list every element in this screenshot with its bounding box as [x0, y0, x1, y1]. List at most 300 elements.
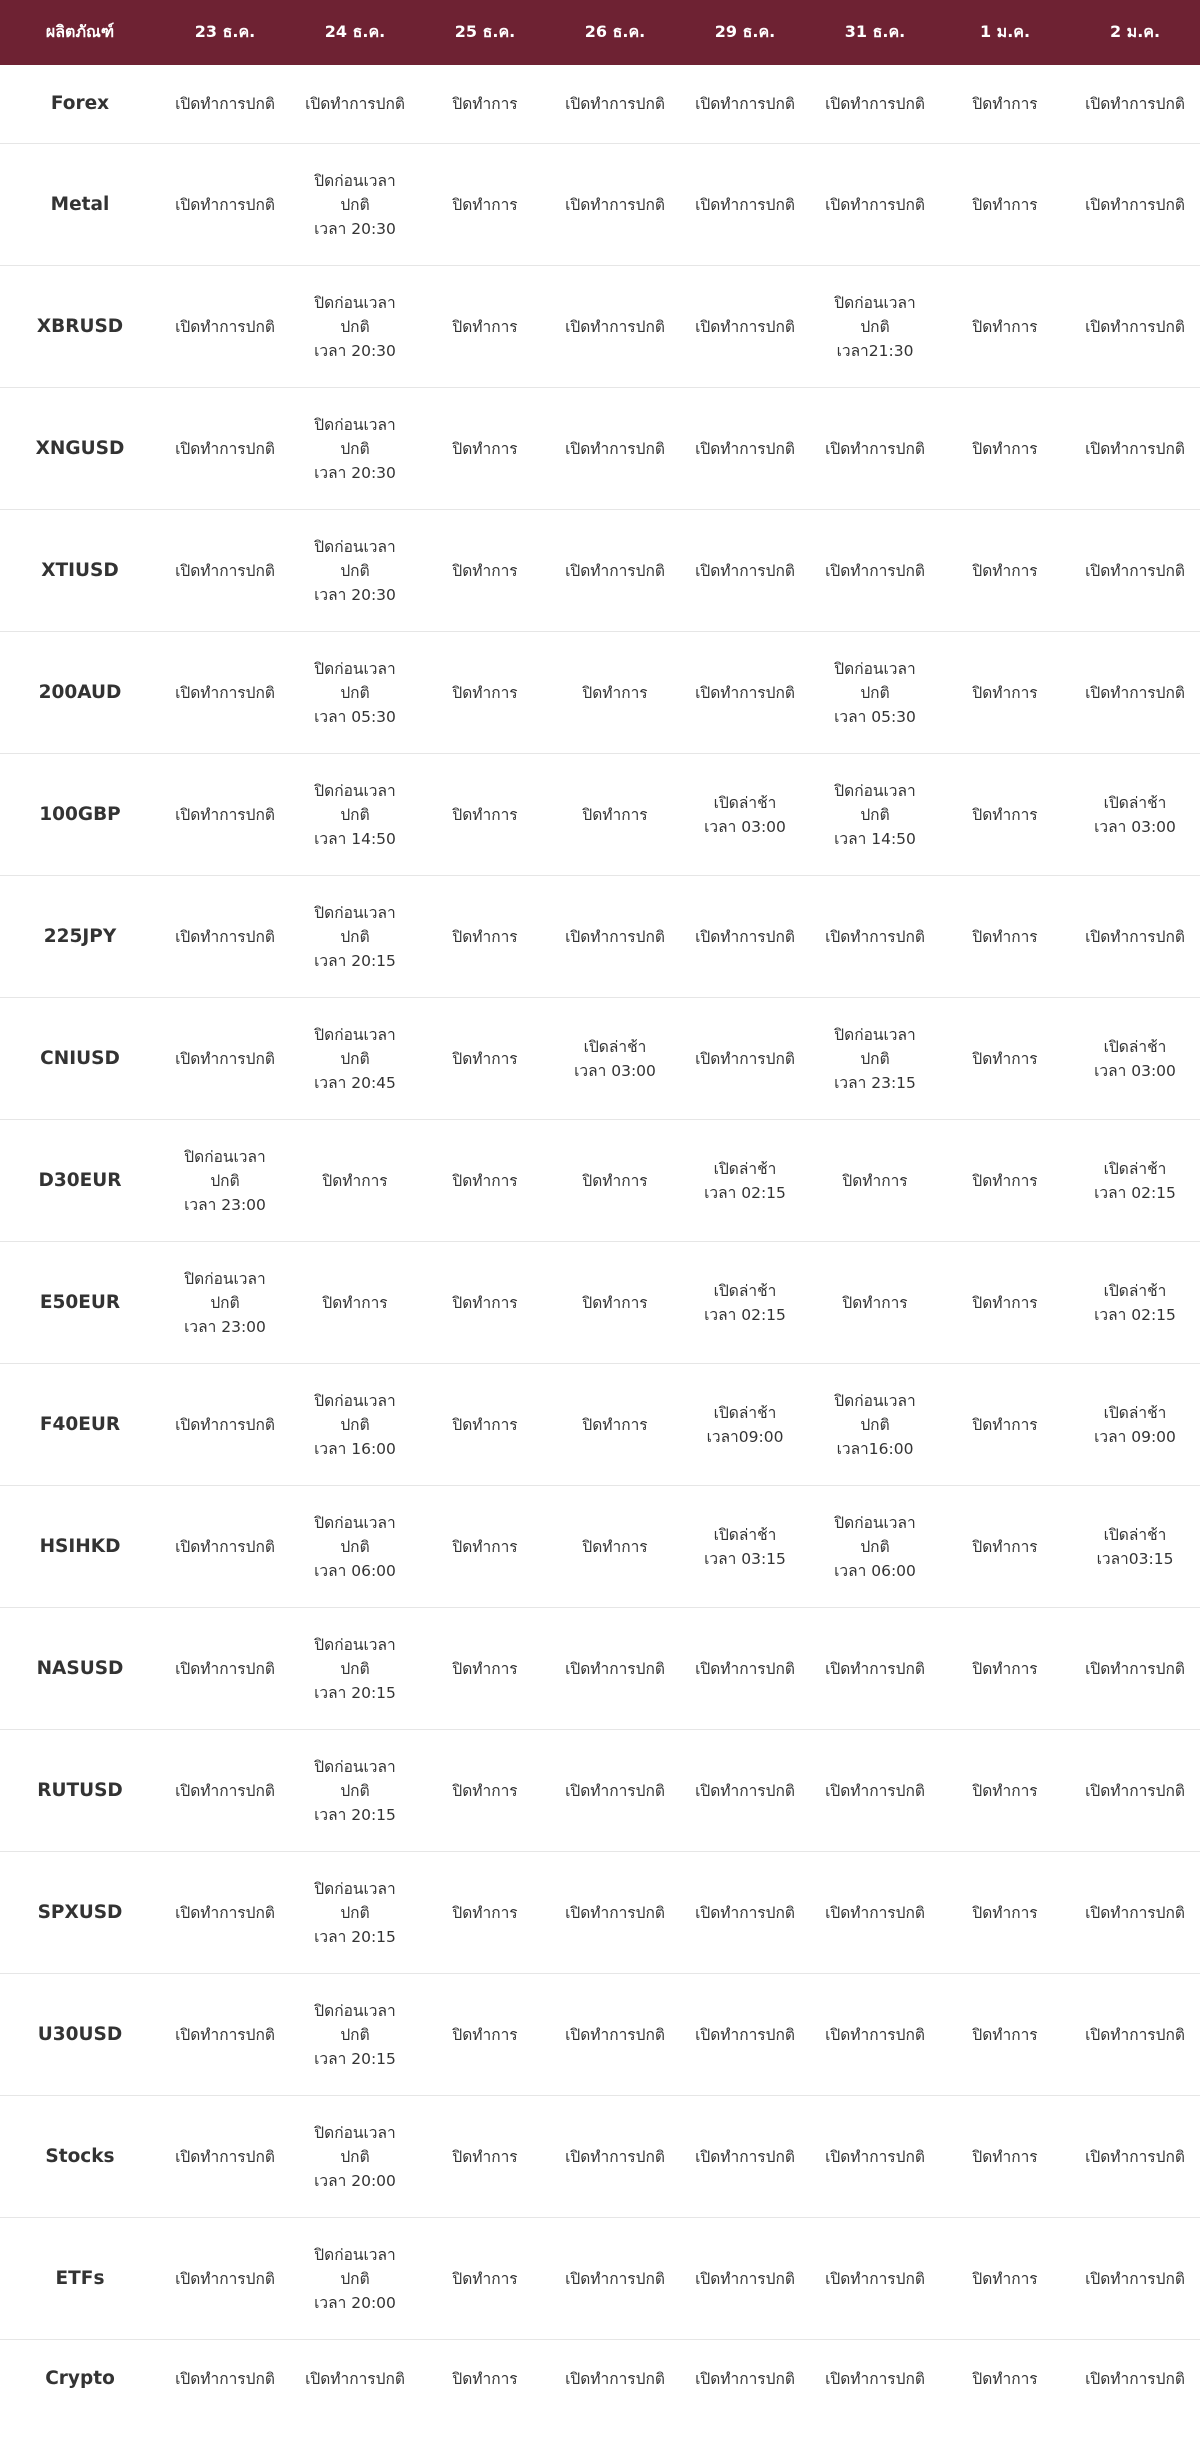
schedule-cell — [940, 2096, 1070, 2218]
schedule-status-text: เปิดทำการปกติ — [1085, 1903, 1185, 1922]
schedule-status-text: เปิดทำการปกติ — [565, 317, 665, 336]
schedule-status-text: เปิดทำการปกติ — [175, 683, 275, 702]
schedule-cell — [940, 998, 1070, 1120]
schedule-cell — [290, 1730, 420, 1852]
schedule-status-text: เปิดทำการปกติ — [825, 2147, 925, 2166]
schedule-cell — [550, 2218, 680, 2340]
schedule-cell — [290, 510, 420, 632]
schedule-status-text: ปิดทำการ — [972, 95, 1038, 113]
schedule-cell — [810, 1120, 940, 1242]
schedule-status-text: ปิดก่อนเวลา ปกติ เวลา16:00 — [834, 1391, 916, 1458]
schedule-cell — [550, 754, 680, 876]
schedule-status-text: ปิดก่อนเวลา ปกติ เวลา 20:30 — [314, 537, 396, 604]
schedule-status-text: เปิดทำการปกติ — [695, 317, 795, 336]
product-name: U30USD — [0, 1974, 160, 2096]
schedule-cell — [290, 388, 420, 510]
schedule-status-text: ปิดทำการ — [452, 2269, 518, 2288]
product-name: Forex — [0, 65, 160, 144]
schedule-status-text: ปิดทำการ — [972, 1293, 1038, 1312]
schedule-status-text: เปิดทำการปกติ — [565, 561, 665, 580]
schedule-cell — [550, 2340, 680, 2418]
schedule-status-text: เปิดล่าช้า เวลา 03:00 — [1094, 793, 1176, 836]
product-name: 200AUD — [0, 632, 160, 754]
schedule-cell — [940, 632, 1070, 754]
schedule-cell — [290, 1852, 420, 1974]
schedule-cell — [810, 876, 940, 998]
schedule-cell — [420, 2340, 550, 2418]
column-header-date: 29 ธ.ค. — [680, 0, 810, 65]
schedule-status-text: เปิดทำการปกติ — [565, 1659, 665, 1678]
schedule-cell — [680, 754, 810, 876]
schedule-cell — [1070, 998, 1200, 1120]
schedule-cell — [680, 1974, 810, 2096]
schedule-status-text: ปิดทำการ — [972, 439, 1038, 458]
column-header-date: 31 ธ.ค. — [810, 0, 940, 65]
schedule-status-text: เปิดทำการปกติ — [175, 1049, 275, 1068]
column-header-date: 24 ธ.ค. — [290, 0, 420, 65]
product-name: E50EUR — [0, 1242, 160, 1364]
schedule-status-text: ปิดทำการ — [452, 2025, 518, 2044]
schedule-cell — [940, 876, 1070, 998]
schedule-status-text: เปิดทำการปกติ — [1085, 2369, 1185, 2388]
schedule-status-text: เปิดทำการปกติ — [565, 2025, 665, 2044]
schedule-status-text: ปิดทำการ — [972, 1903, 1038, 1922]
schedule-cell — [550, 510, 680, 632]
schedule-cell — [420, 2096, 550, 2218]
schedule-status-text: ปิดก่อนเวลา ปกติ เวลา 20:00 — [314, 2245, 396, 2312]
schedule-cell — [680, 65, 810, 144]
schedule-status-text: เปิดทำการปกติ — [695, 2369, 795, 2388]
schedule-cell — [680, 2218, 810, 2340]
schedule-cell — [290, 144, 420, 266]
schedule-status-text: เปิดทำการปกติ — [825, 1781, 925, 1800]
schedule-cell — [940, 1486, 1070, 1608]
schedule-status-text: เปิดทำการปกติ — [1085, 317, 1185, 336]
product-name: HSIHKD — [0, 1486, 160, 1608]
schedule-status-text: ปิดก่อนเวลา ปกติ เวลา 06:00 — [834, 1513, 916, 1580]
product-name: CNIUSD — [0, 998, 160, 1120]
schedule-status-text: เปิดทำการปกติ — [1085, 927, 1185, 946]
schedule-status-text: ปิดทำการ — [842, 1293, 908, 1312]
table-row — [0, 65, 1200, 144]
schedule-cell — [160, 388, 290, 510]
schedule-cell — [940, 1364, 1070, 1486]
schedule-cell — [1070, 1608, 1200, 1730]
schedule-cell — [160, 1242, 290, 1364]
schedule-cell — [420, 1242, 550, 1364]
schedule-status-text: เปิดทำการปกติ — [565, 2147, 665, 2166]
schedule-cell — [290, 65, 420, 144]
schedule-cell — [290, 1364, 420, 1486]
schedule-status-text: เปิดทำการปกติ — [695, 683, 795, 702]
schedule-status-text: เปิดทำการปกติ — [695, 1049, 795, 1068]
table-row — [0, 1974, 1200, 2096]
schedule-cell — [810, 754, 940, 876]
schedule-status-text: ปิดทำการ — [582, 1171, 648, 1190]
schedule-cell — [550, 1364, 680, 1486]
schedule-status-text: ปิดก่อนเวลา ปกติ เวลา 20:15 — [314, 903, 396, 970]
schedule-cell — [1070, 1120, 1200, 1242]
schedule-cell — [810, 998, 940, 1120]
schedule-cell — [160, 632, 290, 754]
schedule-status-text: ปิดก่อนเวลา ปกติ เวลา 20:30 — [314, 171, 396, 238]
schedule-status-text: เปิดทำการปกติ — [825, 2025, 925, 2044]
schedule-cell — [810, 1364, 940, 1486]
schedule-status-text: เปิดทำการปกติ — [695, 561, 795, 580]
column-header-product: ผลิตภัณฑ์ — [0, 0, 160, 65]
schedule-cell — [420, 1974, 550, 2096]
schedule-cell — [940, 1242, 1070, 1364]
schedule-status-text: ปิดทำการ — [972, 683, 1038, 702]
column-header-date: 23 ธ.ค. — [160, 0, 290, 65]
column-header-date: 2 ม.ค. — [1070, 0, 1200, 65]
schedule-cell — [1070, 510, 1200, 632]
schedule-status-text: ปิดทำการ — [452, 1781, 518, 1800]
table-row — [0, 998, 1200, 1120]
schedule-cell — [810, 510, 940, 632]
product-name: ETFs — [0, 2218, 160, 2340]
schedule-status-text: เปิดล่าช้า เวลา03:15 — [1096, 1525, 1174, 1568]
schedule-cell — [1070, 1242, 1200, 1364]
table-row — [0, 388, 1200, 510]
schedule-cell — [420, 1730, 550, 1852]
schedule-cell — [550, 1974, 680, 2096]
schedule-cell — [680, 2096, 810, 2218]
schedule-status-text: ปิดทำการ — [452, 2147, 518, 2166]
product-name: Stocks — [0, 2096, 160, 2218]
schedule-status-text: เปิดทำการปกติ — [695, 1659, 795, 1678]
schedule-status-text: เปิดทำการปกติ — [175, 195, 275, 214]
schedule-status-text: เปิดทำการปกติ — [825, 439, 925, 458]
schedule-cell — [290, 266, 420, 388]
schedule-cell — [940, 144, 1070, 266]
schedule-status-text: เปิดล่าช้า เวลา 02:15 — [704, 1159, 786, 1202]
schedule-cell — [160, 1364, 290, 1486]
schedule-status-text: เปิดทำการปกติ — [305, 2369, 405, 2388]
schedule-status-text: ปิดก่อนเวลา ปกติ เวลา 20:00 — [314, 2123, 396, 2190]
schedule-cell — [1070, 1730, 1200, 1852]
schedule-status-text: ปิดก่อนเวลา ปกติ เวลา 05:30 — [314, 659, 396, 726]
schedule-status-text: เปิดล่าช้า เวลา 03:00 — [704, 793, 786, 836]
schedule-cell — [680, 144, 810, 266]
schedule-status-text: เปิดล่าช้า เวลา 03:15 — [704, 1525, 786, 1568]
schedule-cell — [680, 2340, 810, 2418]
schedule-cell — [810, 1486, 940, 1608]
schedule-status-text: ปิดทำการ — [452, 805, 518, 824]
schedule-cell — [160, 144, 290, 266]
product-name: NASUSD — [0, 1608, 160, 1730]
schedule-status-text: ปิดทำการ — [322, 1293, 388, 1312]
schedule-status-text: ปิดทำการ — [972, 1781, 1038, 1800]
schedule-status-text: เปิดทำการปกติ — [305, 95, 405, 113]
schedule-status-text: เปิดทำการปกติ — [825, 2269, 925, 2288]
schedule-status-text: ปิดทำการ — [972, 2147, 1038, 2166]
schedule-status-text: ปิดทำการ — [972, 1537, 1038, 1556]
schedule-status-text: เปิดทำการปกติ — [175, 2025, 275, 2044]
schedule-status-text: ปิดก่อนเวลา ปกติ เวลา 20:15 — [314, 2001, 396, 2068]
schedule-cell — [810, 1852, 940, 1974]
schedule-status-text: เปิดล่าช้า เวลา 03:00 — [1094, 1037, 1176, 1080]
schedule-cell — [1070, 2218, 1200, 2340]
schedule-cell — [160, 998, 290, 1120]
schedule-status-text: เปิดทำการปกติ — [695, 2025, 795, 2044]
schedule-status-text: เปิดทำการปกติ — [175, 1659, 275, 1678]
schedule-status-text: ปิดทำการ — [452, 1415, 518, 1434]
schedule-status-text: ปิดทำการ — [582, 1415, 648, 1434]
schedule-cell — [810, 632, 940, 754]
schedule-status-text: เปิดทำการปกติ — [695, 1903, 795, 1922]
schedule-cell — [680, 1608, 810, 1730]
schedule-cell — [550, 998, 680, 1120]
product-name: XBRUSD — [0, 266, 160, 388]
schedule-status-text: เปิดทำการปกติ — [1085, 95, 1185, 113]
schedule-status-text: เปิดทำการปกติ — [175, 2147, 275, 2166]
schedule-status-text: เปิดล่าช้า เวลา 02:15 — [704, 1281, 786, 1324]
schedule-status-text: เปิดล่าช้า เวลา 02:15 — [1094, 1159, 1176, 1202]
schedule-cell — [810, 144, 940, 266]
schedule-cell — [550, 1730, 680, 1852]
schedule-status-text: เปิดทำการปกติ — [175, 1781, 275, 1800]
schedule-cell — [1070, 65, 1200, 144]
schedule-cell — [160, 1120, 290, 1242]
table-header-row — [0, 0, 1200, 65]
schedule-cell — [940, 1852, 1070, 1974]
schedule-status-text: ปิดก่อนเวลา ปกติ เวลา21:30 — [834, 293, 916, 360]
schedule-cell — [160, 1852, 290, 1974]
schedule-status-text: เปิดทำการปกติ — [1085, 1659, 1185, 1678]
product-name: Metal — [0, 144, 160, 266]
schedule-cell — [550, 1486, 680, 1608]
schedule-cell — [550, 65, 680, 144]
schedule-cell — [1070, 632, 1200, 754]
table-row — [0, 266, 1200, 388]
schedule-status-text: ปิดก่อนเวลา ปกติ เวลา 23:15 — [834, 1025, 916, 1092]
product-name: RUTUSD — [0, 1730, 160, 1852]
schedule-status-text: เปิดทำการปกติ — [1085, 2269, 1185, 2288]
schedule-status-text: ปิดก่อนเวลา ปกติ เวลา 14:50 — [834, 781, 916, 848]
schedule-status-text: ปิดทำการ — [452, 1171, 518, 1190]
schedule-cell — [1070, 1974, 1200, 2096]
schedule-status-text: เปิดล่าช้า เวลา 02:15 — [1094, 1281, 1176, 1324]
schedule-cell — [680, 876, 810, 998]
schedule-cell — [680, 1364, 810, 1486]
product-name: XNGUSD — [0, 388, 160, 510]
schedule-cell — [680, 266, 810, 388]
schedule-status-text: ปิดทำการ — [972, 1049, 1038, 1068]
schedule-status-text: ปิดทำการ — [582, 683, 648, 702]
schedule-cell — [290, 2218, 420, 2340]
schedule-cell — [940, 1974, 1070, 2096]
schedule-status-text: เปิดทำการปกติ — [565, 195, 665, 214]
schedule-cell — [420, 1486, 550, 1608]
schedule-cell — [680, 1486, 810, 1608]
schedule-cell — [160, 2340, 290, 2418]
table-row — [0, 1120, 1200, 1242]
schedule-status-text: ปิดทำการ — [452, 927, 518, 946]
schedule-status-text: เปิดทำการปกติ — [1085, 2147, 1185, 2166]
schedule-cell — [420, 1120, 550, 1242]
schedule-cell — [810, 2218, 940, 2340]
schedule-cell — [680, 510, 810, 632]
schedule-cell — [680, 632, 810, 754]
schedule-cell — [680, 1120, 810, 1242]
schedule-cell — [1070, 1364, 1200, 1486]
schedule-status-text: เปิดทำการปกติ — [1085, 195, 1185, 214]
schedule-cell — [290, 1120, 420, 1242]
schedule-cell — [550, 632, 680, 754]
schedule-cell — [940, 2340, 1070, 2418]
product-name: D30EUR — [0, 1120, 160, 1242]
table-row — [0, 1242, 1200, 1364]
table-row — [0, 2340, 1200, 2418]
schedule-status-text: เปิดทำการปกติ — [175, 1537, 275, 1556]
schedule-cell — [420, 876, 550, 998]
product-name: 225JPY — [0, 876, 160, 998]
table-body — [0, 65, 1200, 2417]
schedule-cell — [680, 388, 810, 510]
schedule-cell — [420, 510, 550, 632]
schedule-cell — [810, 388, 940, 510]
schedule-status-text: ปิดทำการ — [972, 195, 1038, 214]
schedule-status-text: เปิดทำการปกติ — [1085, 439, 1185, 458]
schedule-cell — [940, 754, 1070, 876]
schedule-status-text: ปิดทำการ — [582, 1293, 648, 1312]
table-row — [0, 2218, 1200, 2340]
table-row — [0, 510, 1200, 632]
schedule-cell — [680, 1730, 810, 1852]
schedule-cell — [1070, 2340, 1200, 2418]
schedule-status-text: เปิดทำการปกติ — [175, 2369, 275, 2388]
schedule-status-text: ปิดก่อนเวลา ปกติ เวลา 14:50 — [314, 781, 396, 848]
schedule-cell — [810, 1608, 940, 1730]
schedule-cell — [810, 65, 940, 144]
schedule-cell — [940, 510, 1070, 632]
schedule-cell — [810, 1242, 940, 1364]
schedule-status-text: เปิดทำการปกติ — [565, 2369, 665, 2388]
schedule-cell — [420, 2218, 550, 2340]
schedule-cell — [550, 1852, 680, 1974]
schedule-cell — [810, 2340, 940, 2418]
schedule-cell — [420, 266, 550, 388]
schedule-status-text: ปิดทำการ — [452, 195, 518, 214]
schedule-cell — [810, 2096, 940, 2218]
schedule-cell — [940, 1730, 1070, 1852]
schedule-status-text: เปิดทำการปกติ — [565, 1781, 665, 1800]
schedule-status-text: เปิดทำการปกติ — [175, 1903, 275, 1922]
product-name: SPXUSD — [0, 1852, 160, 1974]
schedule-status-text: เปิดทำการปกติ — [1085, 561, 1185, 580]
schedule-status-text: ปิดทำการ — [452, 439, 518, 458]
schedule-status-text: เปิดทำการปกติ — [825, 195, 925, 214]
schedule-status-text: ปิดทำการ — [582, 805, 648, 824]
schedule-cell — [680, 1852, 810, 1974]
schedule-cell — [160, 754, 290, 876]
schedule-status-text: เปิดทำการปกติ — [1085, 1781, 1185, 1800]
schedule-status-text: ปิดทำการ — [452, 1049, 518, 1068]
schedule-cell — [160, 266, 290, 388]
schedule-cell — [160, 1608, 290, 1730]
schedule-status-text: เปิดทำการปกติ — [175, 2269, 275, 2288]
schedule-cell — [160, 1730, 290, 1852]
schedule-status-text: เปิดทำการปกติ — [175, 317, 275, 336]
schedule-status-text: ปิดก่อนเวลา ปกติ เวลา 23:00 — [184, 1269, 266, 1336]
schedule-cell — [290, 754, 420, 876]
schedule-cell — [290, 632, 420, 754]
schedule-cell — [420, 632, 550, 754]
schedule-cell — [550, 1242, 680, 1364]
schedule-cell — [940, 388, 1070, 510]
schedule-status-text: เปิดทำการปกติ — [695, 95, 795, 113]
schedule-cell — [940, 2218, 1070, 2340]
product-name: 100GBP — [0, 754, 160, 876]
schedule-status-text: ปิดทำการ — [972, 561, 1038, 580]
schedule-status-text: เปิดทำการปกติ — [825, 2369, 925, 2388]
schedule-cell — [160, 65, 290, 144]
schedule-status-text: ปิดทำการ — [972, 927, 1038, 946]
schedule-cell — [160, 876, 290, 998]
schedule-status-text: ปิดทำการ — [452, 1537, 518, 1556]
table-row — [0, 1730, 1200, 1852]
schedule-status-text: ปิดทำการ — [452, 95, 518, 113]
schedule-cell — [420, 144, 550, 266]
schedule-cell — [290, 2340, 420, 2418]
schedule-status-text: ปิดทำการ — [452, 1903, 518, 1922]
schedule-status-text: เปิดทำการปกติ — [175, 927, 275, 946]
schedule-cell — [1070, 2096, 1200, 2218]
schedule-status-text: ปิดก่อนเวลา ปกติ เวลา 06:00 — [314, 1513, 396, 1580]
product-name: F40EUR — [0, 1364, 160, 1486]
schedule-status-text: เปิดทำการปกติ — [695, 1781, 795, 1800]
schedule-status-text: เปิดทำการปกติ — [565, 1903, 665, 1922]
schedule-status-text: ปิดก่อนเวลา ปกติ เวลา 20:30 — [314, 415, 396, 482]
schedule-status-text: เปิดทำการปกติ — [825, 927, 925, 946]
schedule-cell — [420, 1364, 550, 1486]
schedule-status-text: เปิดทำการปกติ — [695, 2147, 795, 2166]
table-row — [0, 2096, 1200, 2218]
schedule-cell — [1070, 1486, 1200, 1608]
schedule-cell — [680, 1242, 810, 1364]
schedule-cell — [290, 1242, 420, 1364]
schedule-cell — [420, 998, 550, 1120]
schedule-status-text: ปิดทำการ — [452, 2369, 518, 2388]
schedule-status-text: ปิดก่อนเวลา ปกติ เวลา 20:15 — [314, 1635, 396, 1702]
schedule-cell — [160, 1974, 290, 2096]
schedule-cell — [1070, 266, 1200, 388]
column-header-date: 1 ม.ค. — [940, 0, 1070, 65]
schedule-cell — [550, 388, 680, 510]
schedule-cell — [1070, 144, 1200, 266]
schedule-status-text: เปิดทำการปกติ — [695, 927, 795, 946]
schedule-cell — [1070, 876, 1200, 998]
schedule-status-text: ปิดก่อนเวลา ปกติ เวลา 20:15 — [314, 1757, 396, 1824]
schedule-cell — [810, 1974, 940, 2096]
schedule-status-text: ปิดทำการ — [972, 2269, 1038, 2288]
column-header-date: 26 ธ.ค. — [550, 0, 680, 65]
table-row — [0, 876, 1200, 998]
schedule-cell — [160, 510, 290, 632]
schedule-status-text: ปิดทำการ — [972, 1415, 1038, 1434]
schedule-status-text: เปิดทำการปกติ — [565, 927, 665, 946]
schedule-cell — [550, 2096, 680, 2218]
schedule-status-text: ปิดทำการ — [452, 561, 518, 580]
schedule-status-text: เปิดทำการปกติ — [825, 1903, 925, 1922]
schedule-status-text: ปิดก่อนเวลา ปกติ เวลา 16:00 — [314, 1391, 396, 1458]
schedule-cell — [160, 2096, 290, 2218]
schedule-cell — [160, 2218, 290, 2340]
schedule-cell — [420, 754, 550, 876]
schedule-status-text: เปิดทำการปกติ — [565, 2269, 665, 2288]
schedule-status-text: ปิดก่อนเวลา ปกติ เวลา 23:00 — [184, 1147, 266, 1214]
